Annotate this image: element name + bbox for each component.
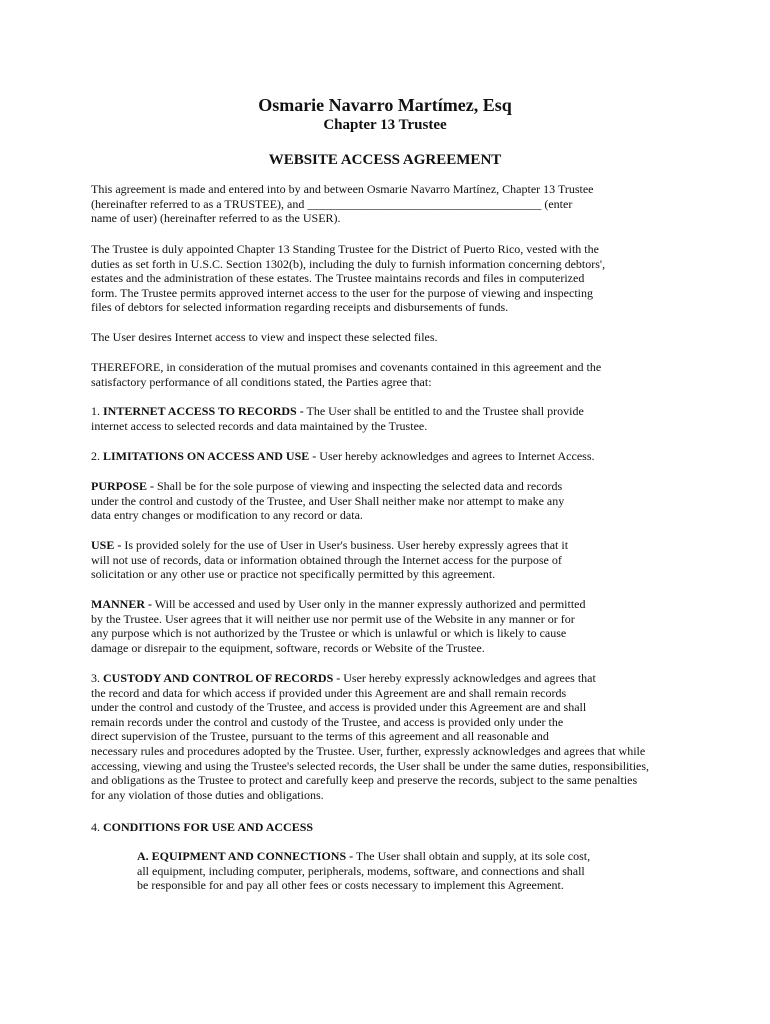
text-line: This agreement is made and entered into by and between Osmarie Navarro Martínez, Chapter 13 Trustee bbox=[91, 182, 594, 196]
intro-paragraph bbox=[91, 182, 691, 226]
section-text: The User shall be entitled to and the Trustee shall provide bbox=[303, 404, 584, 418]
agreement-title: WEBSITE ACCESS AGREEMENT bbox=[268, 152, 502, 168]
section-number: 1. bbox=[91, 404, 103, 418]
section-text: User hereby expressly acknowledges and agrees that bbox=[340, 671, 596, 685]
section-limitations bbox=[91, 449, 691, 464]
user-paragraph bbox=[91, 330, 691, 345]
use-paragraph bbox=[91, 538, 691, 582]
text-line: files of debtors for selected information regarding receipts and disbursements of funds. bbox=[91, 300, 509, 315]
text-line: by the Trustee. User agrees that it will neither use nor permit use of the Website in any manner or for bbox=[91, 611, 575, 626]
text-line bbox=[91, 479, 691, 494]
use-text: Is provided solely for the use of User in User's business. User hereby expressly agrees that it bbox=[121, 538, 569, 552]
text-line: THEREFORE, in consideration of the mutual promises and covenants contained in this agreement and the bbox=[91, 360, 602, 374]
text-line: necessary rules and procedures adopted by the Trustee. User, further, expressly acknowledges and agrees that while bbox=[91, 743, 646, 758]
section-custody bbox=[91, 671, 691, 802]
use-heading: USE - bbox=[91, 538, 122, 552]
purpose-text: Shall be for the sole purpose of viewing and inspecting the selected data and records bbox=[154, 479, 563, 493]
text-line: internet access to selected records and data maintained by the Trustee. bbox=[91, 418, 428, 433]
text-line: accessing, viewing and using the Trustee's selected records, the User shall be under the same duties, responsibilities, bbox=[91, 758, 650, 773]
text-line: solicitation or any other use or practice not specifically permitted by this agreement. bbox=[91, 567, 496, 582]
text-line: for any violation of those duties and obligations. bbox=[91, 787, 324, 802]
subsection-equipment bbox=[137, 849, 697, 893]
therefore-paragraph bbox=[91, 360, 691, 389]
text-line: (hereinafter referred to as a TRUSTEE), and _______________________________________ (enter bbox=[91, 196, 573, 211]
trustee-role-subtitle: Chapter 13 Trustee bbox=[323, 117, 447, 133]
text-line: the record and data for which access if provided under this Agreement are and shall remain records bbox=[91, 685, 567, 700]
text-line bbox=[91, 820, 691, 835]
text-line: under the control and custody of the Trustee, and access is provided under this Agreement are and shall bbox=[91, 700, 587, 715]
text-line: The Trustee is duly appointed Chapter 13 Standing Trustee for the District of Puerto Rico, vested with the bbox=[91, 242, 599, 256]
text-line: data entry changes or modification to any record or data. bbox=[91, 508, 363, 523]
text-line bbox=[91, 671, 691, 686]
text-line: any purpose which is not authorized by the Trustee or which is unlawful or which is likely to cause bbox=[91, 626, 567, 641]
section-heading: INTERNET ACCESS TO RECORDS - bbox=[103, 404, 304, 418]
text-line bbox=[91, 597, 691, 612]
text-line: will not use of records, data or information obtained through the Internet access for the purpose of bbox=[91, 552, 562, 567]
text-line: duties as set forth in U.S.C. Section 1302(b), including the duly to furnish information concerning debtors', bbox=[91, 256, 606, 271]
subsection-heading: A. EQUIPMENT AND CONNECTIONS - bbox=[137, 849, 354, 863]
section-heading: LIMITATIONS ON ACCESS AND USE - bbox=[103, 449, 317, 463]
text-line bbox=[137, 849, 697, 864]
section-number: 2. bbox=[91, 449, 103, 463]
section-heading: CONDITIONS FOR USE AND ACCESS bbox=[103, 820, 314, 834]
manner-heading: MANNER - bbox=[91, 597, 152, 611]
text-line bbox=[91, 538, 691, 553]
section-number: 3. bbox=[91, 671, 103, 685]
text-line: and obligations as the Trustee to protect and carefully keep and preserve the records, subject to the same penalties bbox=[91, 773, 638, 788]
purpose-heading: PURPOSE - bbox=[91, 479, 154, 493]
manner-paragraph bbox=[91, 597, 691, 655]
text-line: all equipment, including computer, peripherals, modems, software, and connections and shall bbox=[137, 863, 585, 878]
text-line bbox=[91, 404, 691, 419]
section-text: User hereby acknowledges and agrees to Internet Access. bbox=[316, 449, 595, 463]
manner-text: Will be accessed and used by User only in the manner expressly authorized and permitted bbox=[152, 597, 586, 611]
text-line: damage or disrepair to the equipment, software, records or Website of the Trustee. bbox=[91, 640, 485, 655]
text-line: satisfactory performance of all conditions stated, the Parties agree that: bbox=[91, 374, 432, 389]
subsection-text: The User shall obtain and supply, at its sole cost, bbox=[353, 849, 591, 863]
text-line: be responsible for and pay all other fees or costs necessary to implement this Agreement. bbox=[137, 878, 564, 893]
section-number: 4. bbox=[91, 820, 103, 834]
text-line: direct supervision of the Trustee, pursuant to the terms of this agreement and all reasonable and bbox=[91, 729, 549, 744]
section-heading: CUSTODY AND CONTROL OF RECORDS - bbox=[103, 671, 341, 685]
section-conditions bbox=[91, 820, 691, 835]
text-line: name of user) (hereinafter referred to as the USER). bbox=[91, 211, 341, 226]
text-line: The User desires Internet access to view and inspect these selected files. bbox=[91, 330, 438, 344]
trustee-paragraph bbox=[91, 242, 691, 315]
text-line: under the control and custody of the Trustee, and User Shall neither make nor attempt to make any bbox=[91, 493, 565, 508]
text-line bbox=[91, 449, 691, 464]
text-line: estates and the administration of these estates. The Trustee maintains records and files in computerized bbox=[91, 271, 585, 286]
section-internet-access bbox=[91, 404, 691, 433]
text-line: form. The Trustee permits approved internet access to the user for the purpose of viewing and inspecting bbox=[91, 285, 593, 300]
trustee-name-title: Osmarie Navarro Martímez, Esq bbox=[258, 95, 512, 115]
purpose-paragraph bbox=[91, 479, 691, 523]
text-line: remain records under the control and custody of the Trustee, and access is provided only under the bbox=[91, 714, 564, 729]
